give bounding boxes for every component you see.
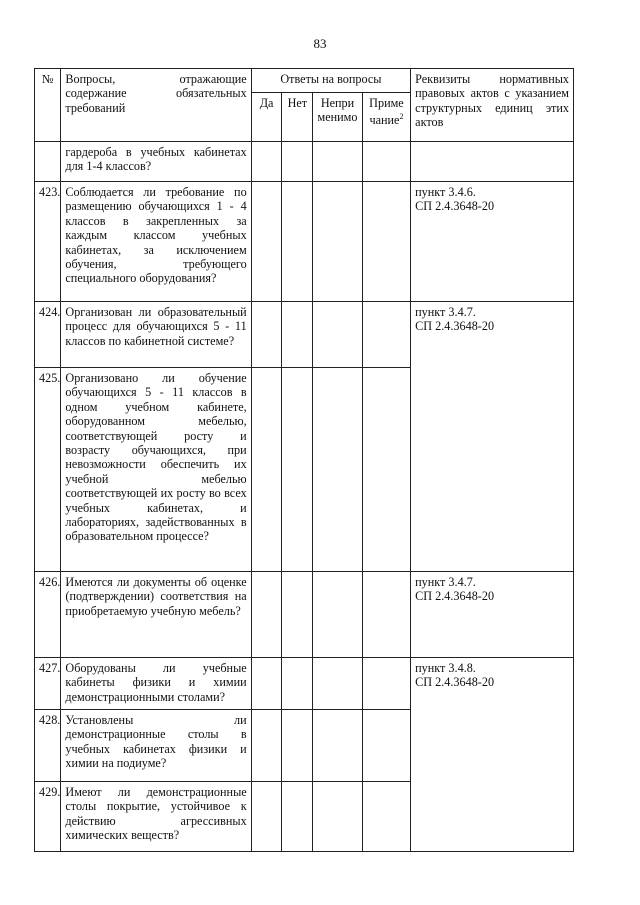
answer-yes-cell[interactable] (251, 142, 282, 182)
table-row (35, 572, 574, 658)
header-not-applicable: Неприменимо (313, 92, 362, 141)
page-number: 83 (313, 36, 327, 51)
row-requisites (411, 142, 574, 182)
header-num: № (35, 69, 61, 142)
answer-note-cell[interactable] (362, 368, 410, 572)
row-question: Имеют ли демонстрационные столы покрытие, устойчивое к действию агрессивных химических веществ? (61, 782, 251, 852)
answer-yes-cell[interactable] (251, 710, 282, 782)
table-row (35, 182, 574, 302)
row-number: 423. (35, 182, 61, 302)
answer-no-cell[interactable] (282, 658, 313, 710)
row-number (35, 142, 61, 182)
answer-na-cell[interactable] (313, 782, 362, 852)
header-no: Нет (282, 92, 313, 141)
row-requisites (411, 572, 574, 658)
answer-na-cell[interactable] (313, 658, 362, 710)
requisite-act: СП 2.4.3648-20 (415, 319, 495, 334)
row-requisites (411, 182, 574, 302)
row-question: Оборудованы ли учебные кабинеты физики и химии демонстрационными столами? (61, 658, 251, 710)
header-note (362, 92, 410, 141)
requisite-act: СП 2.4.3648-20 (415, 675, 495, 690)
answer-no-cell[interactable] (282, 142, 313, 182)
answer-na-cell[interactable] (313, 182, 362, 302)
answer-na-cell[interactable] (313, 710, 362, 782)
header-note-footnote: 2 (399, 112, 404, 122)
answer-no-cell[interactable] (282, 782, 313, 852)
row-question: Установлены ли демонстрационные столы в учебных кабинетах физики и химии на подиуме? (61, 710, 251, 782)
table-row (35, 658, 574, 710)
row-number: 427. (35, 658, 61, 710)
header-question: Вопросы, отражающие содержание обязательных требований (61, 69, 251, 142)
answer-yes-cell[interactable] (251, 572, 282, 658)
answer-na-cell[interactable] (313, 302, 362, 368)
answer-note-cell[interactable] (362, 658, 410, 710)
answer-note-cell[interactable] (362, 782, 410, 852)
answer-no-cell[interactable] (282, 368, 313, 572)
answer-note-cell[interactable] (362, 182, 410, 302)
answer-na-cell[interactable] (313, 572, 362, 658)
table-row (35, 302, 574, 368)
row-requisites (411, 302, 574, 572)
requisite-clause: пункт 3.4.6. (415, 185, 476, 199)
checklist-table (34, 68, 574, 852)
row-number: 426. (35, 572, 61, 658)
row-question: гардероба в учебных кабинетах для 1-4 классов? (61, 142, 251, 182)
row-question: Организован ли образовательный процесс для обучающихся 5 - 11 классов по кабинетной системе? (61, 302, 251, 368)
answer-note-cell[interactable] (362, 302, 410, 368)
header-answers-group: Ответы на вопросы (251, 69, 410, 93)
answer-yes-cell[interactable] (251, 368, 282, 572)
answer-yes-cell[interactable] (251, 658, 282, 710)
answer-yes-cell[interactable] (251, 182, 282, 302)
answer-no-cell[interactable] (282, 182, 313, 302)
table-row (35, 142, 574, 182)
row-question: Организовано ли обучение обучающихся 5 - 11 классов в одном учебном кабинете, оборудованном мебелью, соответствующей росту и возрасту обучающихся, при невозможности обеспечить их учебной мебелью соответствующей их росту во всех учебных кабинетах, и лабораториях, задействованных в образовательном процессе? (61, 368, 251, 572)
row-number: 428. (35, 710, 61, 782)
answer-no-cell[interactable] (282, 710, 313, 782)
requisite-act: СП 2.4.3648-20 (415, 199, 495, 214)
header-row (35, 69, 574, 93)
answer-note-cell[interactable] (362, 572, 410, 658)
row-requisites (411, 658, 574, 852)
answer-note-cell[interactable] (362, 142, 410, 182)
row-question: Соблюдается ли требование по размещению обучающихся 1 - 4 классов в закрепленных за каждым классом учебных кабинетах, за исключением обучения, требующего специального оборудования? (61, 182, 251, 302)
row-number: 425. (35, 368, 61, 572)
row-question: Имеются ли документы об оценке (подтверждении) соответствия на приобретаемую учебную мебель? (61, 572, 251, 658)
answer-no-cell[interactable] (282, 572, 313, 658)
row-number: 429. (35, 782, 61, 852)
answer-no-cell[interactable] (282, 302, 313, 368)
header-requisites: Реквизиты нормативных правовых актов с указанием структурных единиц этих актов (411, 69, 574, 142)
answer-yes-cell[interactable] (251, 302, 282, 368)
row-number: 424. (35, 302, 61, 368)
answer-note-cell[interactable] (362, 710, 410, 782)
answer-na-cell[interactable] (313, 368, 362, 572)
answer-yes-cell[interactable] (251, 782, 282, 852)
requisite-act: СП 2.4.3648-20 (415, 589, 495, 604)
header-yes: Да (251, 92, 282, 141)
requisite-clause: пункт 3.4.8. (415, 661, 476, 675)
answer-na-cell[interactable] (313, 142, 362, 182)
header-note-text: Примечание (369, 95, 404, 128)
requisite-clause: пункт 3.4.7. (415, 575, 476, 589)
requisite-clause: пункт 3.4.7. (415, 305, 476, 319)
